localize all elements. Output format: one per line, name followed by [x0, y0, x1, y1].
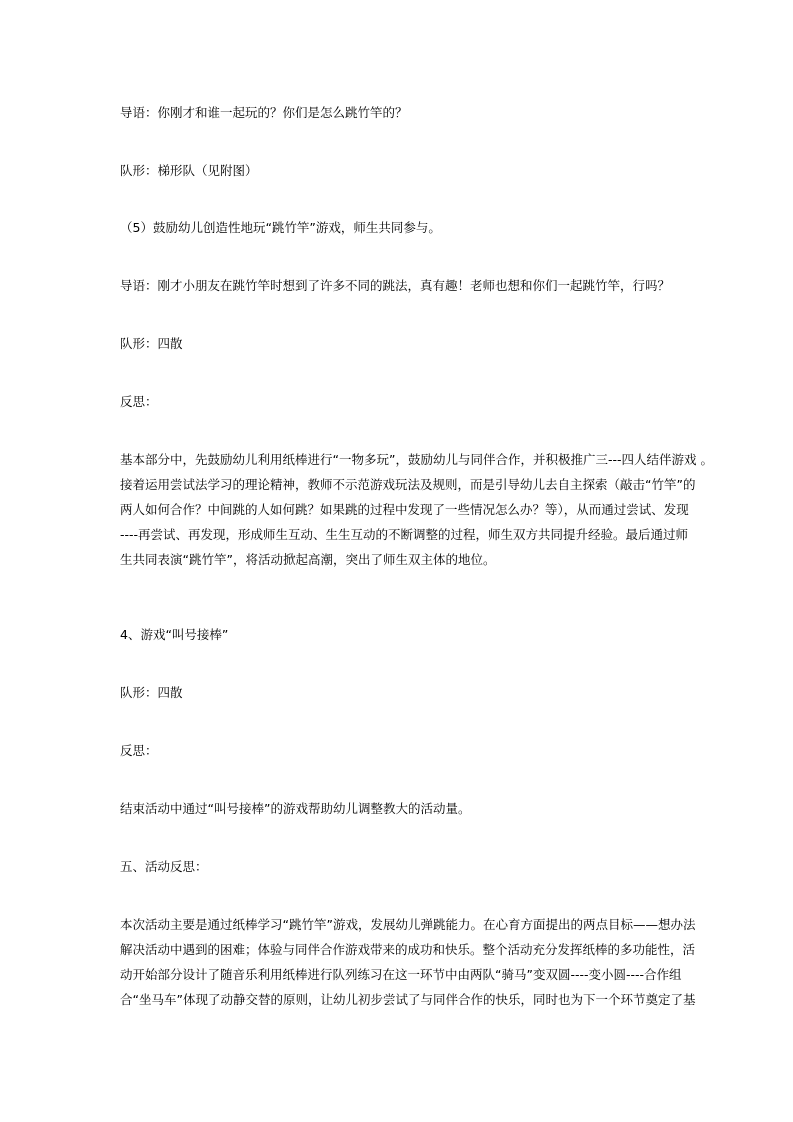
paragraph-formation-scatter-1: [120, 331, 680, 356]
text-line: 两人如何合作？中间跳的人如何跳？如果跳的过程中发现了一些情况怎么办？等），从而通过尝试、发现: [120, 502, 689, 517]
text-line: 队形：四散: [120, 685, 183, 700]
text-line: 生共同表演“跳竹竿”，将活动掀起高潮，突出了师生双主体的地位。: [120, 552, 496, 567]
text-line: 本次活动主要是通过纸棒学习“跳竹竿”游戏，发展幼儿弹跳能力。在心育方面提出的两点目标——想办法: [120, 917, 696, 932]
section-heading-activity-reflection: [120, 854, 680, 879]
text-line: 动开始部分设计了随音乐利用纸棒进行队列练习在这一环节中由两队“骑马”变双圆----变小圆----合作组: [120, 967, 682, 982]
text-line: （5）鼓励幼儿创造性地玩“跳竹竿”游戏，师生共同参与。: [120, 220, 441, 235]
text-line: 队形：四散: [120, 336, 183, 351]
paragraph-activity-reflection-body: [120, 912, 696, 1012]
text-line: 队形：梯形队（见附图）: [120, 163, 258, 178]
paragraph-game-4-heading: [120, 622, 680, 647]
paragraph-guide-question-1: [120, 100, 680, 125]
text-line: 基本部分中，先鼓励幼儿利用纸棒进行“一物多玩”，鼓励幼儿与同伴合作，并积极推广三---四人结伴游戏 。: [120, 452, 713, 467]
paragraph-reflection-heading-2: [120, 738, 680, 763]
paragraph-guide-question-2: [120, 273, 680, 298]
paragraph-formation-scatter-2: [120, 680, 680, 705]
paragraph-formation-trapezoid: [120, 158, 680, 183]
text-line: 反思：: [120, 394, 158, 409]
text-line: 解决活动中遇到的困难；体验与同伴合作游戏带来的成功和快乐。整个活动充分发挥纸棒的多功能性，活: [120, 942, 696, 957]
text-line: 导语：你刚才和谁一起玩的？你们是怎么跳竹竿的？: [120, 105, 408, 120]
paragraph-reflection-heading-1: [120, 389, 680, 414]
paragraph-reflection-body-2: [120, 796, 680, 821]
text-line: 结束活动中通过“叫号接棒”的游戏帮助幼儿调整教大的活动量。: [120, 801, 471, 816]
text-line: 五、活动反思：: [120, 859, 208, 874]
text-line: 反思：: [120, 743, 158, 758]
paragraph-step-5: [120, 215, 680, 240]
text-line: 4、游戏“叫号接棒”: [120, 627, 229, 642]
text-line: 导语：刚才小朋友在跳竹竿时想到了许多不同的跳法，真有趣！老师也想和你们一起跳竹竿，行吗？: [120, 278, 671, 293]
paragraph-reflection-body-1: [120, 447, 713, 572]
text-line: 接着运用尝试法学习的理论精神，教师不示范游戏玩法及规则，而是引导幼儿去自主探索（敲击“竹竿”的: [120, 477, 696, 492]
text-line: ----再尝试、再发现，形成师生互动、生生互动的不断调整的过程，师生双方共同提升经验。最后通过师: [120, 527, 689, 542]
text-line: 合“坐马车”体现了动静交替的原则，让幼儿初步尝试了与同伴合作的快乐，同时也为下一个环节奠定了基: [120, 992, 696, 1007]
